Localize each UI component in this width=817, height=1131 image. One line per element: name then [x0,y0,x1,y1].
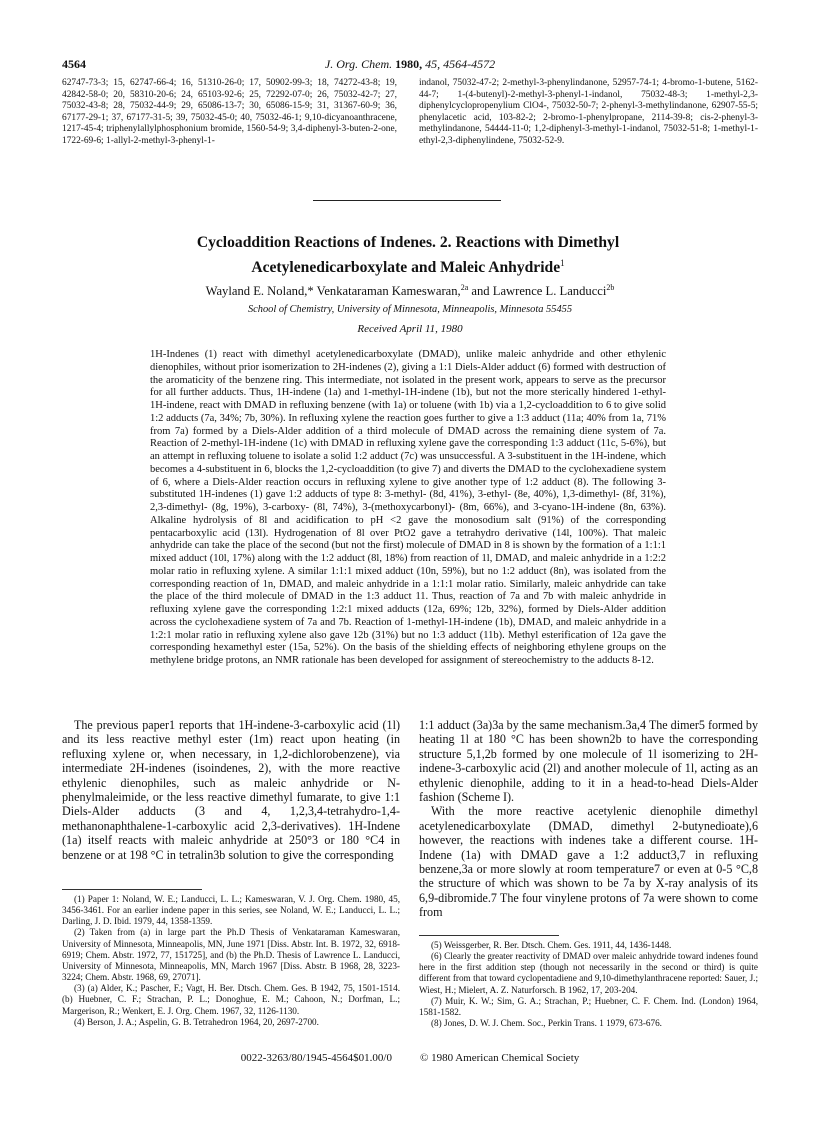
section-divider [313,200,501,201]
footnote-3: (3) (a) Alder, K.; Pascher, F.; Vagt, H. Ber. Dtsch. Chem. Ges. B 1942, 75, 1501-1514. (b) Huebner, C. F.; Strachan, P. L.; Donoghue, E. M.; Cahoon, N.; Dorfman, L.; Margerison, R.; Wenkert, E. J. Org. Chem. 1967, 32, 1126-1130. [62,983,400,1016]
author-2-mark: 2a [460,283,469,292]
footnote-1: (1) Paper 1: Noland, W. E.; Landucci, L. L.; Kameswaran, V. J. Org. Chem. 1980, 45, 3456-3461. For an earlier indene paper in this series, see Noland, W. E.; Landucci, L. L.; Darling, J. D. Ibid. 1979, 44, 1358-1359. [62,894,400,927]
page-footer [62,1052,758,1064]
footnote-5: (5) Weissgerber, R. Ber. Dtsch. Chem. Ges. 1911, 44, 1436-1448. [431,940,672,950]
footnotes-right [419,940,758,1029]
body-paragraph: The previous paper1 reports that 1H-indene-3-carboxylic acid (1l) and its less reactive methyl ester (1m) react upon heating (in refluxing xylene or, when necessary, in 1,2-dichlorobenzene), via intermediate 2H-indenes (isoindenes, 2), with the more reactive ethylenic dienophiles, such as maleic anhydride or N-phenylmaleimide, or the less reactive dimethyl fumarate, to give 1:1 Diels-Alder adducts (3 and 4, 1,2,3,4-tetrahydro-1,4-methanonaphthalene-1-carboxylic acid 2,3-derivatives). 1H-Indene (1a) itself reacts with maleic anhydride at 250°3 or 180 °C4 in benzene or at 198 °C in tetralin3b solution to give the corresponding [62,718,400,862]
title-line-2 [110,253,706,278]
running-header [62,57,758,71]
article-title [110,233,706,278]
body-column-right [419,718,758,920]
journal-volume: 45, [425,57,441,71]
footnote-7: (7) Muir, K. W.; Sim, G. A.; Strachan, P.; Huebner, C. F. Chem. Ind. (London) 1964, 1581-1582. [419,995,758,1017]
footnotes-left [62,894,400,1028]
article-code: 0022-3263/80/1945-4564$01.00/0 [240,1052,392,1064]
body-paragraph: With the more reactive acetylenic dienophile dimethyl acetylenedicarboxylate (DMAD, dimethyl 2-butynedioate),6 however, the reactions with indenes take a different course. 1H-Indene (1a) with DMAD gave a 1:2 adduct3,7 in refluxing benzene,3a or more slowly at room temperature7 or even at 0-5 °C,8 the structure of which was shown to be 7a by X-ray analysis of its 6,9-dibromide.7 The four vinylene protons of 7a were shown to come from [419,804,758,920]
footnote-8: (8) Jones, D. W. J. Chem. Soc., Perkin Trans. 1 1979, 673-676. [431,1018,662,1029]
body-column-left [62,718,400,862]
author-conjunction: and [471,284,490,299]
registry-numbers-right: indanol, 75032-47-2; 2-methyl-3-phenylindanone, 52957-74-1; 4-bromo-1-butene, 5162-44-7; 1-(4-butenyl)-2-methyl-3-phenyl-1-indanol, 75032-48-3; 1-methyl-2,3-diphenylcyclopropenylium ClO4-, 75032-50-7; 2-phenyl-3-methylindanone, 62907-55-5; phenylacetic acid, 103-82-2; 2-bromo-1-phenylpropane, 2114-39-8; cis-2-phenyl-3-methylindanone, 54444-11-0; 1,2-diphenyl-3-methyl-1-indanol, 75032-51-8; 1-methyl-1-ethyl-2,3-diphenylindene, 75032-52-9. [419,78,758,146]
copyright: © 1980 American Chemical Society [419,1052,580,1064]
title-line-1: Cycloaddition Reactions of Indenes. 2. Reactions with Dimethyl [196,234,620,251]
journal-year: 1980, [395,57,423,71]
footnote-6: (6) Clearly the greater reactivity of DMAD over maleic anhydride toward indenes found here in the first addition step (though not necessarily in the second or third) is quite different from that toward cyclopentadiene and 9,10-dimethylanthracene reported: Sauer, J.; Wiest, H.; Mielert, A. Z. Naturforsch. B 1962, 17, 203-204. [419,951,758,995]
registry-numbers-left: 62747-73-3; 15, 62747-66-4; 16, 51310-26-0; 17, 50902-99-3; 18, 74272-43-8; 19, 42842-58-0; 20, 58310-20-6; 24, 65103-92-6; 25, 72292-07-0; 26, 75032-42-7; 27, 75032-43-8; 28, 75032-44-9; 29, 65086-13-7; 30, 65086-15-9; 31, 31367-60-9; 36, 67177-29-1; 37, 67177-31-5; 39, 75032-45-0; 40, 75032-46-1; 9,10-dicyanoanthracene, 1217-45-4; triphenylallylphosphonium bromide, 1560-54-9; 3,4-diphenyl-3-buten-2-one, 1722-69-6; 1-allyl-2-methyl-3-phenyl-1- [62,78,397,146]
body-paragraph: 1:1 adduct (3a)3a by the same mechanism.3a,4 The dimer5 formed by heating 1l at 180 °C has been shown2b to have the corresponding structure 5,1,2b formed by one molecule of 1l isomerizing to 2H-indene-3-carboxylic acid (2l) and another molecule of 1l, acting as an ethylenic dienophile, adding to it in a head-to-head Diels-Alder fashion (Scheme I). [419,718,758,805]
author-list [62,283,758,299]
author-3: Lawrence L. Landucci [492,284,607,299]
received-date: Received April 11, 1980 [357,323,463,335]
affiliation: School of Chemistry, University of Minnesota, Minneapolis, Minnesota 55455 [247,304,573,315]
footnote-rule-right [419,935,559,936]
journal-pages: 4564-4572 [443,57,496,71]
abstract: 1H-Indenes (1) react with dimethyl acetylenedicarboxylate (DMAD), unlike maleic anhydride and other ethylenic dienophiles, without prior isomerization to 2H-indenes (2), giving a 1:1 Diels-Alder adduct (6) formed with destruction of the aromaticity of the benzene ring. This intermediate, not isolated in the present work, appears to serve as the precursor for all further adducts. Thus, 1H-indene (1a) and 1-methyl-1H-indene (1b), but not the more sterically hindered 1-ethyl-1H-indene, react with DMAD in refluxing benzene (with 1a) or toluene (with 1b) via a 1,2-cycloaddition to 6 to give solid 1:2 adducts (7a, 34%; 7b, 30%). In refluxing xylene the reaction goes further to give a 1:3 adduct (11a; 40% from 1a, 71% from 7a) formed by a Diels-Alder addition of a third molecule of DMAD across the remaining diene system of 7a. Reaction of 2-methyl-1H-indene (1c) with DMAD in refluxing xylene gave the corresponding 1:3 adduct (11c, 5-6%), but an attempt in refluxing toluene to isolate a solid 1:2 adduct (7c) was unsuccessful. A 3-substituent in the 1H-indene, which becomes a 4-substituent in 6, blocks the 1,2-cycloaddition (to give 7) and diverts the DMAD to the cyclohexadiene system of 6, where a Diels-Alder reaction occurs in refluxing xylene to give another type of 1:2 adduct (8). The following 3-substituted 1H-indenes (1) gave 1:2 adducts of type 8: 3-methyl- (8d, 41%), 3-ethyl- (8e, 40%), 1,3-dimethyl- (8f, 31%), 2,3-dimethyl- (8g, 19%), 3-carboxy- (8l, 74%), 3-(methoxycarbonyl)- (8m, 66%), and 3-cyano-1H-indene (8n, 63%). Alkaline hydrolysis of 8l and acidification to pH <2 gave the monosodium salt (91%) of the corresponding pentacarboxylic acid (13l). Hydrogenation of 8l over PtO2 gave a tetrahydro derivative (14l, 100%). That maleic anhydride can take the place of the second (but not the first) molecule of DMAD in 8 is shown by the formation of a 1:1:1 mixed adduct (10l, 17%) along with the 1:2 adduct (8l, 18%) from reaction of 1l, DMAD, and maleic anhydride in a 1:2:2 molar ratio in refluxing xylene. A similar 1:1:1 mixed adduct (10n, 59%), but no 1:2 adduct (8n), was isolated from the corresponding reaction of 1n, DMAD, and maleic anhydride in a 1:1:1 molar ratio. Similarly, maleic anhydride can take the place of the third molecule of DMAD in the 1:3 adduct 11. Thus, reaction of 7a and 7b with maleic anhydride in refluxing xylene gave the corresponding 1:2:1 mixed adducts (12a, 69%; 12b, 32%), formed by Diels-Alder addition across the cyclohexadiene system of 7a and 7b. Reaction of 1-methyl-1H-indene (1b), DMAD, and maleic anhydride in a 1:2:1 molar ratio in refluxing xylene also gave 12b (31%) but no 1:3 adduct (11b). Methyl esterification of 12a gave the corresponding hexamethyl ester (15a, 52%). On the basis of the shielding effects of neighboring ethylene groups on the methylene bridge protons, an NMR rationale has been developed for assignment of stereochemistry to the adducts 8-12. [150,349,666,666]
journal-name: J. Org. Chem. [324,57,393,71]
author-2: Venkataraman Kameswaran, [316,284,461,299]
footnote-rule-left [62,889,202,890]
page-number: 4564 [62,57,86,71]
journal-citation [62,57,758,72]
footnote-2: (2) Taken from (a) in large part the Ph.D Thesis of Venkataraman Kameswaran, University of Minnesota, Minneapolis, MN, June 1971 [Diss. Abstr. Int. B. 1972, 32, 6918-6919; Chem. Abstr. 1972, 77, 151725], and (b) the Ph.D. Thesis of Lawrence L. Landucci, University of Minnesota, Minneapolis, MN, March 1967 [Diss. Abstr. B 1968, 28, 3223-3224; Chem. Abstr. 1968, 69, 27071]. [62,927,400,983]
title-footnote-mark: 1 [560,258,565,268]
author-1: Wayland E. Noland,* [205,284,314,299]
footnote-4: (4) Berson, J. A.; Aspelin, G. B. Tetrahedron 1964, 20, 2697-2700. [74,1016,319,1027]
author-3-mark: 2b [606,283,615,292]
title-line-2-text: Acetylenedicarboxylate and Maleic Anhydride [251,259,561,277]
